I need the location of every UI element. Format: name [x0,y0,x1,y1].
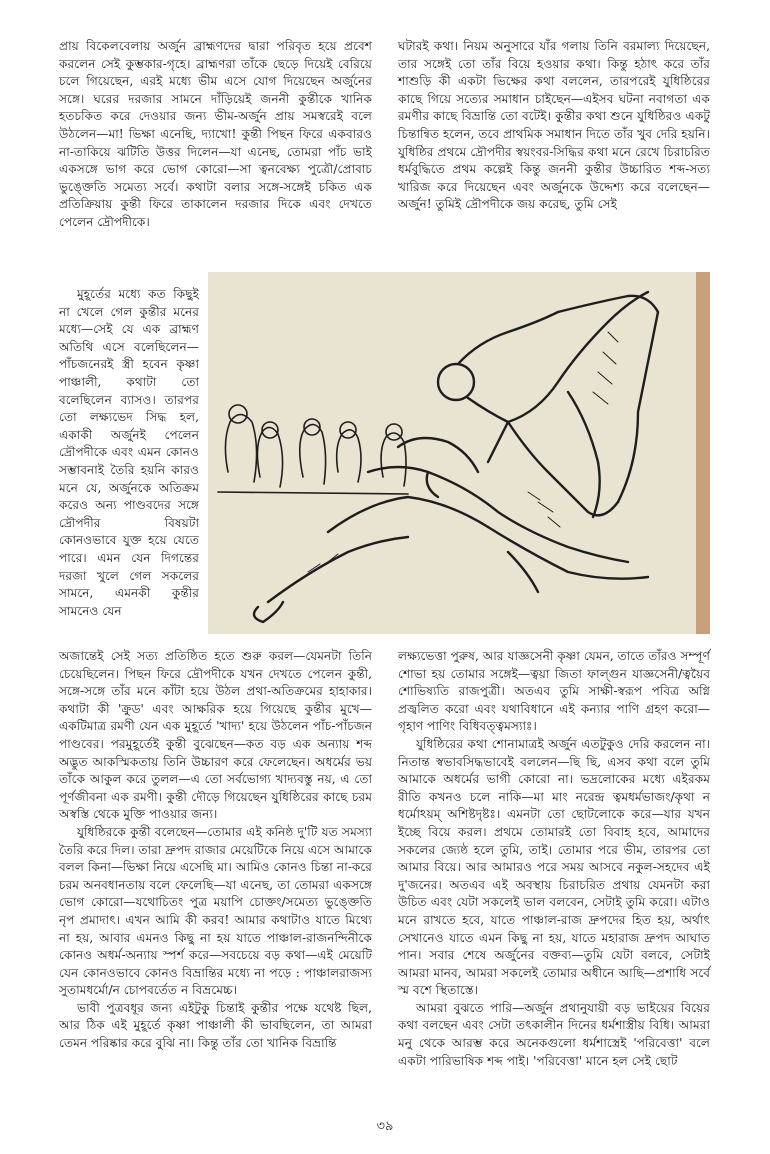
paragraph: যুধিষ্ঠিরের কথা শোনামাত্রই অর্জুন এতটুকুও দেরি করলেন না। নিতান্ত স্বভাবসিদ্ধভাবেই বললেন—ছি ছি, এসব কথা বলে তুমি আমাকে অধর্মের ভাগী কোরো না। ভদ্রলোকের মধ্যে এইরকম রীতি কখনও চলে নাকি—মা মাং নরেন্দ্র ত্বমধর্মভাজং/কৃথা ন ধর্মোঽয়ম্ অশিষ্টদৃষ্টঃ। এমনটা তো ছোটলোকে করে—যার যখন ইচ্ছে বিয়ে করল। প্রথমে তোমারই তো বিবাহ হবে, আমাদের সকলের জ্যেষ্ঠ হলে তুমি, তাই। তোমার পরে ভীম, তারপর তো আমার বিয়ে। আর আমারও পরে সময় আসবে নকুল-সহদেব এই দু'জনের। অতএব এই অবস্থায় চিরাচরিত প্রথায় যেমনটা করা উচিত এবং যেটা সকলেই ভাল বলবেন, সেটাই তুমি করো। এটাও মনে রাখতে হবে, যাতে পাঞ্চাল-রাজ দ্রুপদের হিত হয়, অর্থাৎ সেখানেও যাতে এমন কিছু না হয়, যাতে মহারাজ দ্রুপদ আঘাত পান। সবার শেষে অর্জুনের বক্তব্য—তুমি যেটা বলবে, সেটাই আমরা মানব, আমরা সকলেই তোমার অধীনে আছি—প্রশাধি সর্বে স্ম বশে স্থিতাস্তে। [398,736,710,998]
illustration-drawing [208,272,696,634]
reclining-figure [254,438,648,622]
left-narrow-column-text: মুহূর্তের মধ্যে কত কিছুই না খেলে গেল কুন্তীর মনের মধ্যে—সেই যে এক ব্রাহ্মণ অতিথি এসে বলেছিলেন—পাঁচজনেরই স্ত্রী হবেন কৃষ্ণা পাঞ্চালী, কথাটা তো বলেছিলেন ব্যাসও। তারপর তো লক্ষ্যভেদ সিদ্ধ হল, একাকী অর্জুনই পেলেন দ্রৌপদীকে এবং এমন কোনও সম্ভাবনাই তৈরি হয়নি কারও মনে যে, অর্জুনকে অতিক্রম করেও অন্য পাণ্ডবদের সঙ্গে দ্রৌপদীর বিষয়টা কোনওভাবে যুক্ত হয়ে যেতে পারে। এমন যেন দিগন্তের দরজা খুলে গেল সকলের সামনে, এমনকী কুন্তীর সামনেও যেন [59,287,199,618]
right-column-top-text: ঘটারই কথা। নিয়ম অনুসারে যাঁর গলায় তিনি বরমাল্য দিয়েছেন, তার সঙ্গেই তো তাঁর বিয়ে হওয়ার কথা। কিন্তু হঠাৎ করে তাঁর শাশুড়ি কী একটা ভিক্ষের কথা বললেন, তারপরেই যুধিষ্ঠিরের কাছে গিয়ে সত্যের সমাধান চাইছেন—এইসব ঘটনা নবাগতা এক রমণীর কাছে বিভ্রান্তি তো বটেই। কুন্তীর কথা শুনে যুধিষ্ঠিরও একটু চিন্তান্বিত হলেন, তবে প্রাথমিক সমাধান দিতে তাঁর খুব দেরি হয়নি। যুধিষ্ঠির প্রথমে দ্রৌপদীর স্বয়ংবর-সিদ্ধির কথা মনে রেখে চিরাচরিত ধর্মবুদ্ধিতে প্রথম কল্পেই কিন্তু জননী কুন্তীর উচ্চারিত শব্দ-সত্য খারিজ করে দিয়েছেন এবং অর্জুনকে উদ্দেশ্য করে বলেছেন—অর্জুন! তুমিই দ্রৌপদীকে জয় করেছ, তুমি সেই [398,39,710,212]
left-column-bottom-text [59,648,372,1053]
paragraph: লক্ষ্যভেত্তা পুরুষ, আর যাজ্ঞসেনী কৃষ্ণা যেমন, তাতে তাঁরও সম্পূর্ণ শোভা হয় তোমার সঙ্গেই—ত্বয়া জিতা ফাল্গুন যাজ্ঞসেনী/ত্বয়ৈব শোভিষ্যতি রাজপুত্রী। অতএব তুমি সাক্ষী-স্বরূপ পবিত্র অগ্নি প্রজ্বলিত করো এবং যথাবিধানে এই কন্যার পাণি গ্রহণ করো—গৃহাণ পাণিং বিধিবত্ত্বমস্যাঃ। [398,649,710,734]
paragraph: ভাবী পুত্রবধূর জন্য এইটুকু চিন্তাই কুন্তীর পক্ষে যথেষ্ট ছিল, আর ঠিক এই মুহূর্তে কৃষ্ণা পাঞ্চালী কী ভাবছিলেন, তা আমরা তেমন পরিষ্কার করে বুঝি না। কিন্তু তাঁর তো খানিক বিভ্রান্তি [59,1000,372,1051]
paragraph: আমরা বুঝতে পারি—অর্জুন প্রথানুযায়ী বড় ভাইয়ের বিয়ের কথা বলছেন এবং সেটা তৎকালীন দিনের ধর্মশাস্ত্রীয় বিধি। আমরা মনু থেকে আরম্ভ করে অনেকগুলো ধর্মশাস্ত্রেই 'পরিবেত্তা' বলে একটা পারিভাষিক শব্দ পাই। 'পরিবেত্তা' মানে হল সেই ছোট [398,1000,710,1068]
paragraph: যুধিষ্ঠিরকে কুন্তী বলেছেন—তোমার এই কনিষ্ঠ দু'টি যত সমস্যা তৈরি করে দিল। তারা দ্রুপদ রাজার মেয়েটিকে নিয়ে এসে আমাকে বলল কিনা—ভিক্ষা নিয়ে এসেছি মা। আমিও কোনও চিন্তা না-করে চরম অনবধানতায় বলে ফেলেছি—যা এনেছ, তা তোমরা একসঙ্গে ভোগ কোরো—যথোচিতং পুত্র ময়াপি চোক্তং/সমেত্য ভুঙ্ক্তেতি নৃপ প্রমাদাৎ। এখন আমি কী করব! আমার কথাটাও যাতে মিথ্যে না হয়, আবার এমনও কিছু না হয় যাতে পাঞ্চাল-রাজনন্দিনীকে কোনও অধর্ম-অন্যায় স্পর্শ করে—সবচেয়ে বড় কথা—এই মেয়েটি যেন কোনওভাবে কোনও বিভ্রান্তির মধ্যে না পড়ে : পাঞ্চালরাজস্য সুতামধর্মো/ন চোপবর্তেত ন বিভ্রমেচ্চ। [59,824,372,998]
right-column-bottom-text [398,648,710,1070]
seated-figures [218,405,408,494]
left-column-top-text: প্রায় বিকেলবেলায় অর্জুন ব্রাহ্মণদের দ্বারা পরিবৃত হয়ে প্রবেশ করলেন সেই কুম্ভকার-গৃহে। ব্রাহ্মণরা তাঁকে ছেড়ে দিয়েই বেরিয়ে চলে গিয়েছেন, এরই মধ্যে ভীম এসে যোগ দিয়েছেন অর্জুনের সঙ্গে। ঘরের দরজার সামনে দাঁড়িয়েই জননী কুন্তীকে খানিক হতচকিত করে দেওয়ার জন্য ভীম-অর্জুন প্রায় সমস্বরেই বলে উঠলেন—মা! ভিক্ষা এনেছি, দ্যাখো! কুন্তী পিছন ফিরে একবারও না-তাকিয়ে ঝটিতি উত্তর দিলেন—যা এনেছ, তোমরা পাঁচ ভাই একসঙ্গে ভাগ করে ভোগ কোরো—সা ত্বনবেক্ষ্য পুত্রৌ/প্রোবাচ ভুঙ্ক্তেতি সমেত্য সর্বে। কথাটা বলার সঙ্গে-সঙ্গেই চকিত এক প্রতিক্রিয়ায় কুন্তী ফিরে তাকালেন দরজার দিকে এবং দেখতে পেলেন দ্রৌপদীকে। [59,39,372,229]
standing-figure [438,292,658,517]
paragraph: অজান্তেই সেই সত্য প্রতিষ্ঠিত হতে শুরু করল—যেমনটা তিনি চেয়েছিলেন। পিছন ফিরে দ্রৌপদীকে যখন দেখতে পেলেন কুন্তী, সঙ্গে-সঙ্গে তাঁর মনে কাঁটা হয়ে উঠল প্রথা-অতিক্রমের হাহাকার। কথাটা কী 'ক্রুড' এবং আক্ষরিক হয়ে গিয়েছে কুন্তীর মুখে—একটিমাত্র রমণী যেন এক মুহূর্তে 'খাদ্য' হয়ে উঠলেন পাঁচ-পাঁচজন পাণ্ডবের। পরমুহূর্তেই কুন্তী বুঝেছেন—কত বড় এক অন্যায় শব্দ অদ্ভুত আকস্মিকতায় তিনি উচ্চারণ করে ফেলেছেন। অধর্মের ভয় তাঁকে আকুল করে তুলল—এ তো সর্বভোগ্য খাদ্যবস্তু নয়, এ তো পূর্ণজীবনা এক রমণী। কুন্তী দৌড়ে গিয়েছেন যুধিষ্ঠিরের কাছে চরম অস্বস্তি থেকে মুক্তি পাওয়ার জন্য। [59,649,372,822]
page-number: ৩৯ [376,1119,394,1134]
illustration [208,272,710,634]
illustration-border-stripe [696,272,710,634]
